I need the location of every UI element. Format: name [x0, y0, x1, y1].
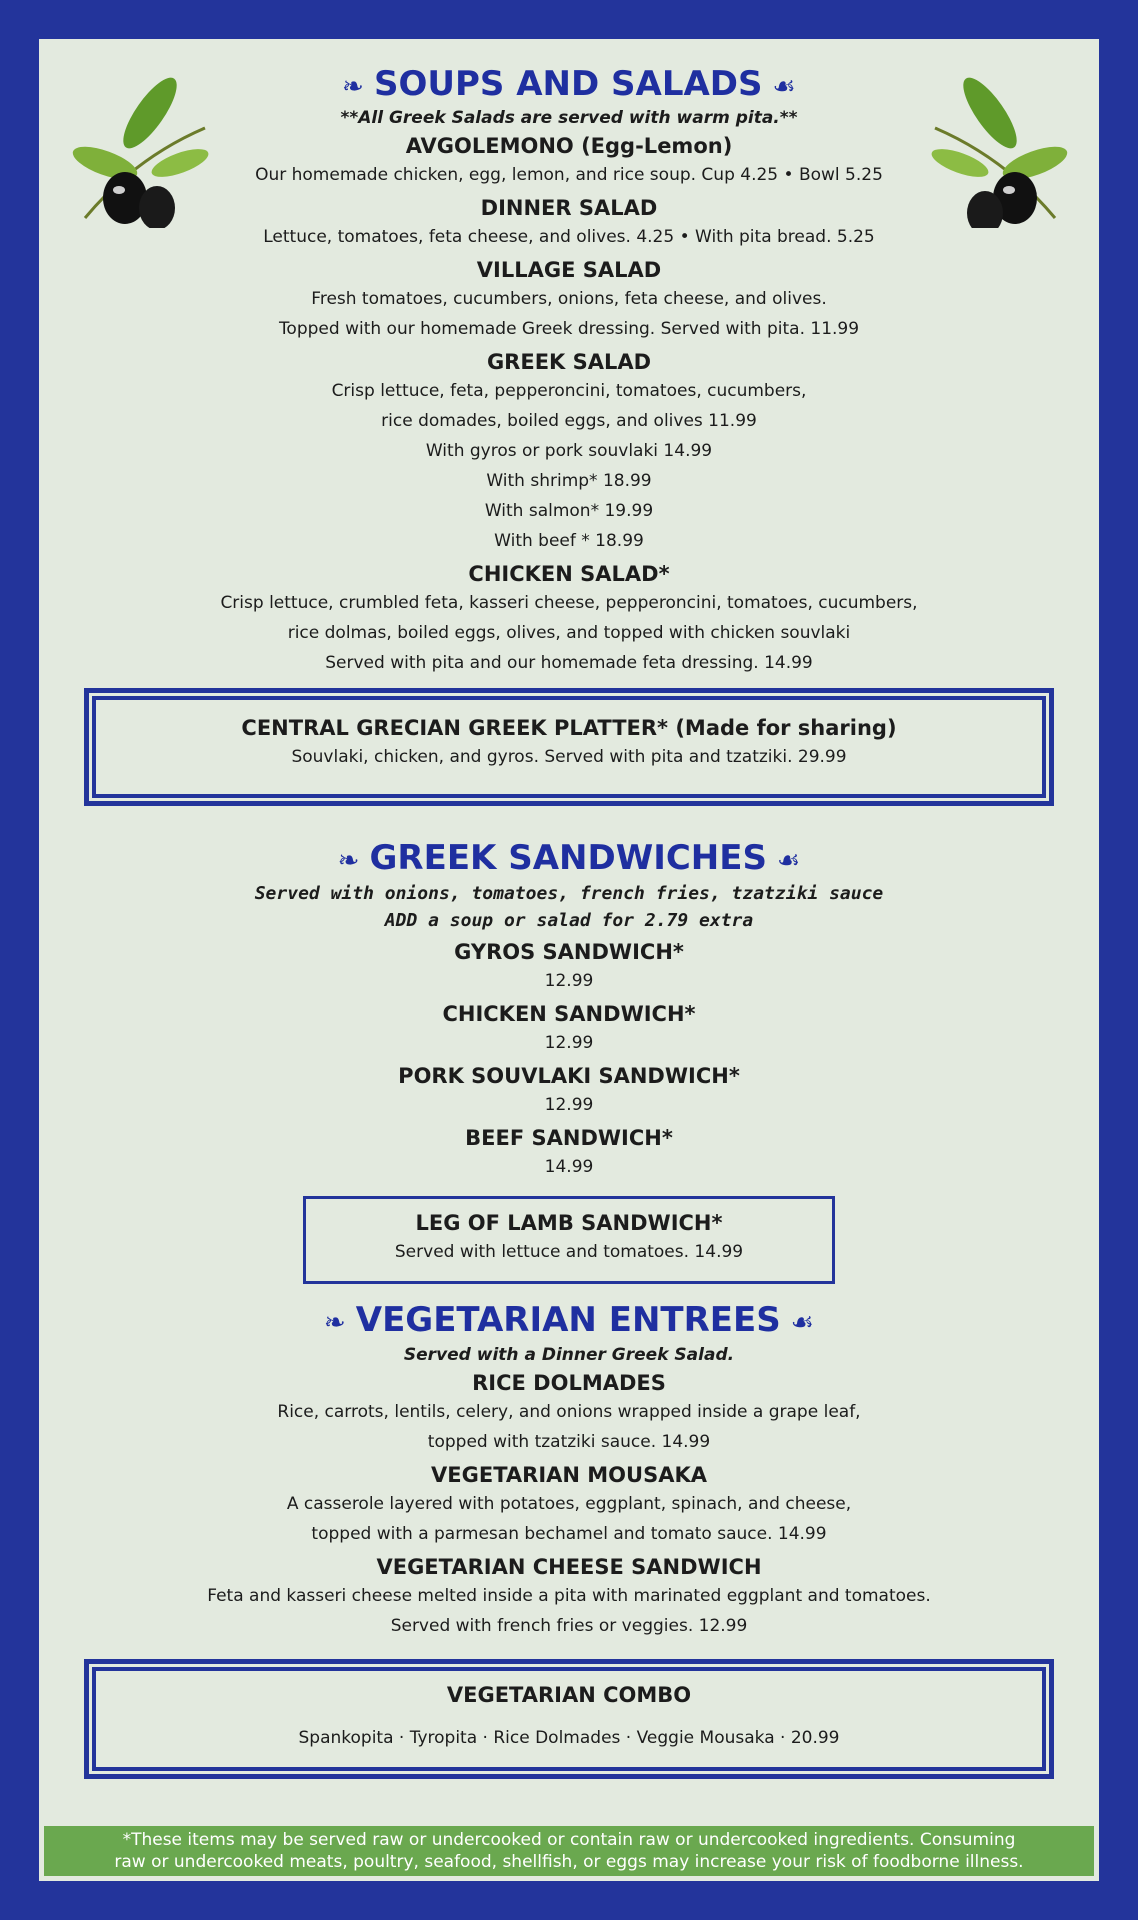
- menu-item-name: CHICKEN SALAD*: [468, 562, 670, 587]
- soups-section: [40, 62, 1098, 678]
- menu-item-desc: With beef * 18.99: [494, 531, 644, 552]
- platter-box: [84, 688, 1054, 806]
- menu-item-desc: Crisp lettuce, crumbled feta, kasseri cheese, pepperoncini, tomatoes, cucumbers,: [220, 593, 918, 614]
- menu-item-name: VEGETARIAN COMBO: [446, 1682, 692, 1707]
- section-note: Served with a Dinner Greek Salad.: [403, 1344, 735, 1365]
- menu-item-price: 12.99: [544, 971, 594, 992]
- menu-item-name: CHICKEN SANDWICH*: [442, 1002, 696, 1027]
- scroll-flourish-icon: ❧: [337, 846, 360, 877]
- menu-item-desc: Topped with our homemade Greek dressing. Served with pita. 11.99: [278, 319, 860, 340]
- menu-item-desc: rice domades, boiled eggs, and olives 11.99: [381, 411, 757, 432]
- menu-item-desc: Our homemade chicken, egg, lemon, and rice soup. Cup 4.25 • Bowl 5.25: [255, 165, 883, 186]
- platter-name: CENTRAL GRECIAN GREEK PLATTER* (Made for sharing): [241, 716, 897, 741]
- section-title: ❧ GREEK SANDWICHES ☙: [337, 838, 801, 879]
- menu-item-desc: topped with a parmesan bechamel and tomato sauce. 14.99: [311, 1523, 827, 1544]
- menu-item-desc: Spankopita · Tyropita · Rice Dolmades · Veggie Mousaka · 20.99: [298, 1727, 840, 1748]
- menu-item-desc: Rice, carrots, lentils, celery, and onions wrapped inside a grape leaf,: [277, 1401, 861, 1422]
- menu-item-name: VEGETARIAN CHEESE SANDWICH: [376, 1554, 762, 1579]
- menu-item-price: 14.99: [544, 1157, 594, 1178]
- scroll-flourish-icon: ☙: [790, 1308, 815, 1339]
- menu-item-desc: With gyros or pork souvlaki 14.99: [425, 441, 713, 462]
- menu-item-desc: With shrimp* 18.99: [486, 471, 652, 492]
- scroll-flourish-icon: ❧: [342, 72, 364, 102]
- menu-item-name: RICE DOLMADES: [472, 1370, 666, 1395]
- raw-food-disclaimer: [44, 1826, 1094, 1876]
- section-title: ❧ SOUPS AND SALADS ☙: [342, 64, 796, 104]
- section-note: **All Greek Salads are served with warm pita.**: [340, 108, 798, 129]
- disclaimer-line: raw or undercooked meats, poultry, seafood, shellfish, or eggs may increase your risk of foodborne illness.: [114, 1852, 1024, 1872]
- vegetarian-combo-box: [84, 1659, 1054, 1779]
- lamb-sandwich-box: [303, 1196, 835, 1284]
- section-note: Served with onions, tomatoes, french fries, tzatziki sauce: [254, 883, 884, 905]
- menu-item-desc: rice dolmas, boiled eggs, olives, and topped with chicken souvlaki: [287, 623, 851, 644]
- menu-item-desc: Served with pita and our homemade feta dressing. 14.99: [325, 653, 813, 674]
- scroll-flourish-icon: ❧: [323, 1308, 346, 1339]
- section-note: ADD a soup or salad for 2.79 extra: [384, 910, 754, 932]
- menu-item-desc: Served with french fries or veggies. 12.99: [390, 1615, 748, 1636]
- menu-item-name: GYROS SANDWICH*: [454, 940, 684, 965]
- vegetarian-section: [40, 1298, 1098, 1778]
- scroll-flourish-icon: ☙: [772, 72, 796, 102]
- menu-item-name: LEG OF LAMB SANDWICH*: [415, 1211, 723, 1236]
- section-title: ❧ VEGETARIAN ENTREES ☙: [323, 1300, 815, 1341]
- menu-item-desc: Served with lettuce and tomatoes. 14.99: [394, 1242, 744, 1263]
- menu-item-name: DINNER SALAD: [480, 196, 658, 221]
- menu-item-name: BEEF SANDWICH*: [465, 1126, 673, 1151]
- sandwiches-section: [40, 836, 1098, 1284]
- menu-item-name: VEGETARIAN MOUSAKA: [431, 1462, 707, 1487]
- menu-item-desc: topped with tzatziki sauce. 14.99: [427, 1431, 711, 1452]
- menu-item-price: 12.99: [544, 1095, 594, 1116]
- menu-item-desc: Fresh tomatoes, cucumbers, onions, feta cheese, and olives.: [311, 289, 827, 310]
- menu-item-desc: Crisp lettuce, feta, pepperoncini, tomatoes, cucumbers,: [331, 381, 807, 402]
- menu-item-price: 12.99: [544, 1033, 594, 1054]
- menu-item-desc: Feta and kasseri cheese melted inside a pita with marinated eggplant and tomatoes.: [207, 1585, 931, 1606]
- menu-item-desc: A casserole layered with potatoes, eggplant, spinach, and cheese,: [286, 1493, 852, 1514]
- menu-item-desc: With salmon* 19.99: [484, 501, 654, 522]
- menu-item-name: PORK SOUVLAKI SANDWICH*: [398, 1064, 740, 1089]
- disclaimer-line: *These items may be served raw or undercooked or contain raw or undercooked ingredients. Consuming: [122, 1830, 1016, 1850]
- menu-content: [40, 40, 1098, 1789]
- scroll-flourish-icon: ☙: [776, 846, 801, 877]
- menu-item-name: VILLAGE SALAD: [476, 258, 662, 283]
- platter-desc: Souvlaki, chicken, and gyros. Served with pita and tzatziki. 29.99: [291, 747, 847, 768]
- menu-item-name: GREEK SALAD: [486, 350, 652, 375]
- menu-item-desc: Lettuce, tomatoes, feta cheese, and olives. 4.25 • With pita bread. 5.25: [263, 227, 875, 248]
- menu-item-name: AVGOLEMONO (Egg-Lemon): [405, 134, 733, 159]
